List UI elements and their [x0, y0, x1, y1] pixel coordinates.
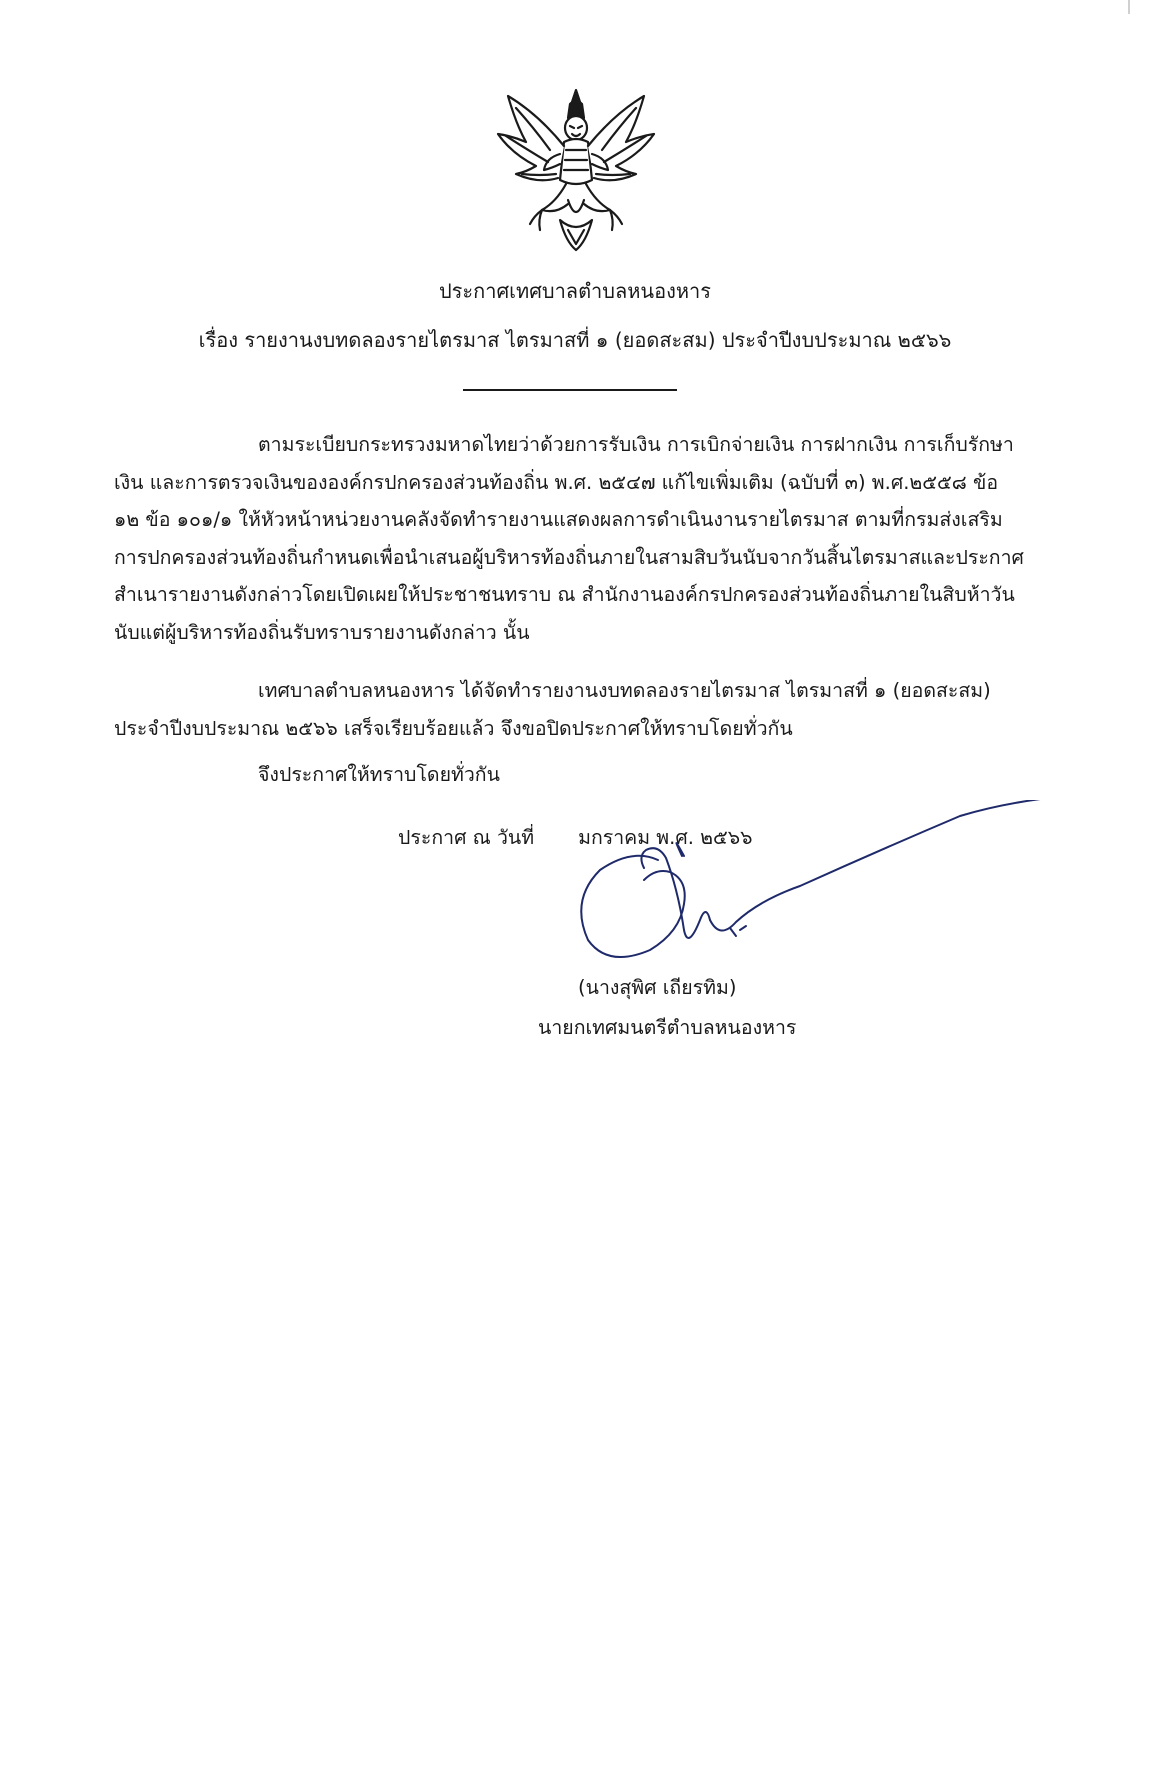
paragraph-line: เทศบาลตำบลหนองหาร ได้จัดทำรายงานงบทดลองรายไตรมาส ไตรมาสที่ ๑ (ยอดสะสม) — [258, 679, 991, 702]
paragraph-line: เงิน และการตรวจเงินขององค์กรปกครองส่วนท้องถิ่น พ.ศ. ๒๕๔๗ แก้ไขเพิ่มเติม (ฉบับที่ ๓) พ.ศ.๒๕๕๘ ข้อ — [114, 470, 999, 494]
paragraph-line: การปกครองส่วนท้องถิ่นกำหนดเพื่อนำเสนอผู้บริหารท้องถิ่นภายในสามสิบวันนับจากวันสิ้นไตรมาสและประกาศ — [114, 545, 1024, 569]
handwritten-signature-icon — [560, 800, 1060, 980]
closing-statement: จึงประกาศให้ทราบโดยทั่วกัน — [258, 763, 500, 786]
announcement-title: ประกาศเทศบาลตำบลหนองหาร — [438, 279, 712, 303]
signer-position: นายกเทศมนตรีตำบลหนองหาร — [538, 1016, 797, 1039]
body-paragraph-1 — [114, 426, 1034, 651]
paragraph-line: นับแต่ผู้บริหารท้องถิ่นรับทราบรายงานดังกล่าว นั้น — [114, 620, 530, 644]
garuda-emblem-icon — [486, 84, 666, 264]
page-edge-mark — [1128, 0, 1130, 14]
title-divider — [463, 389, 677, 391]
paragraph-line: สำเนารายงานดังกล่าวโดยเปิดเผยให้ประชาชนทราบ ณ สำนักงานองค์กรปกครองส่วนท้องถิ่นภายในสิบห้าวัน — [114, 583, 1015, 606]
announcement-subject: เรื่อง รายงานงบทดลองรายไตรมาส ไตรมาสที่ ๑ (ยอดสะสม) ประจำปีงบประมาณ ๒๕๖๖ — [198, 328, 952, 352]
paragraph-line: ๑๒ ข้อ ๑๐๑/๑ ให้หัวหน้าหน่วยงานคลังจัดทำรายงานแสดงผลการดำเนินงานรายไตรมาส ตามที่กรมส่งเสริม — [114, 508, 1003, 531]
date-prefix: ประกาศ ณ วันที่ — [398, 826, 535, 849]
paragraph-line: ประจำปีงบประมาณ ๒๕๖๖ เสร็จเรียบร้อยแล้ว จึงขอปิดประกาศให้ทราบโดยทั่วกัน — [114, 716, 793, 740]
date-value: มกราคม พ.ศ. ๒๕๖๖ — [578, 826, 753, 849]
signer-name: (นางสุพิศ เถียรทิม) — [578, 976, 737, 999]
body-paragraph-2 — [114, 672, 1034, 747]
paragraph-line: ตามระเบียบกระทรวงมหาดไทยว่าด้วยการรับเงิน การเบิกจ่ายเงิน การฝากเงิน การเก็บรักษา — [258, 433, 1014, 456]
